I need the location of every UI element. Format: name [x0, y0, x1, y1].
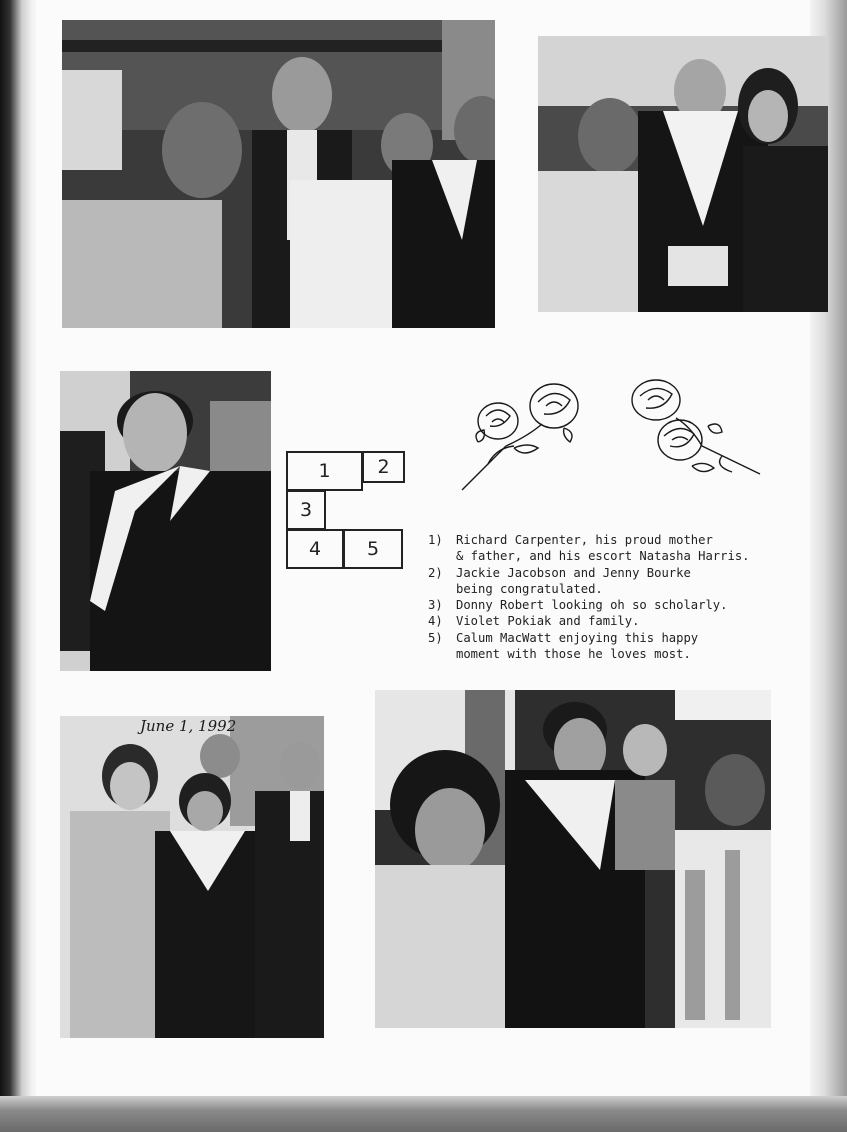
- photo-5-calum-macwatt: [375, 690, 771, 1028]
- photo-3-donny-robert: [60, 371, 271, 671]
- caption-5: 5) Calum MacWatt enjoying this happy moment with those he loves most.: [428, 630, 699, 662]
- photo-2-jacobson-bourke: [538, 36, 828, 312]
- key-box-4: 4: [286, 529, 344, 569]
- caption-1: 1) Richard Carpenter, his proud mother & father, and his escort Natasha Harris.: [428, 533, 750, 564]
- key-box-2: 2: [362, 451, 405, 483]
- caption-3: 3) Donny Robert looking oh so scholarly.: [428, 598, 728, 613]
- handwritten-date: June 1, 1992: [140, 717, 237, 735]
- photo-captions: [428, 532, 798, 662]
- rose-bouquet-icon: [458, 376, 588, 492]
- key-box-5: 5: [343, 529, 403, 569]
- key-box-3: 3: [286, 490, 326, 530]
- key-box-1: 1: [286, 451, 363, 491]
- caption-2: 2) Jackie Jacobson and Jenny Bourke being congratulated.: [428, 565, 691, 596]
- photo-4-violet-pokiak-family: [60, 716, 324, 1038]
- photo-1-richard-carpenter: [62, 20, 495, 328]
- book-spine: [0, 0, 40, 1132]
- caption-4: 4) Violet Pokiak and family.: [428, 614, 640, 629]
- rose-bouquet-icon-right: [622, 376, 762, 484]
- scanner-edge: [0, 1096, 847, 1132]
- photo-layout-key: [286, 451, 406, 571]
